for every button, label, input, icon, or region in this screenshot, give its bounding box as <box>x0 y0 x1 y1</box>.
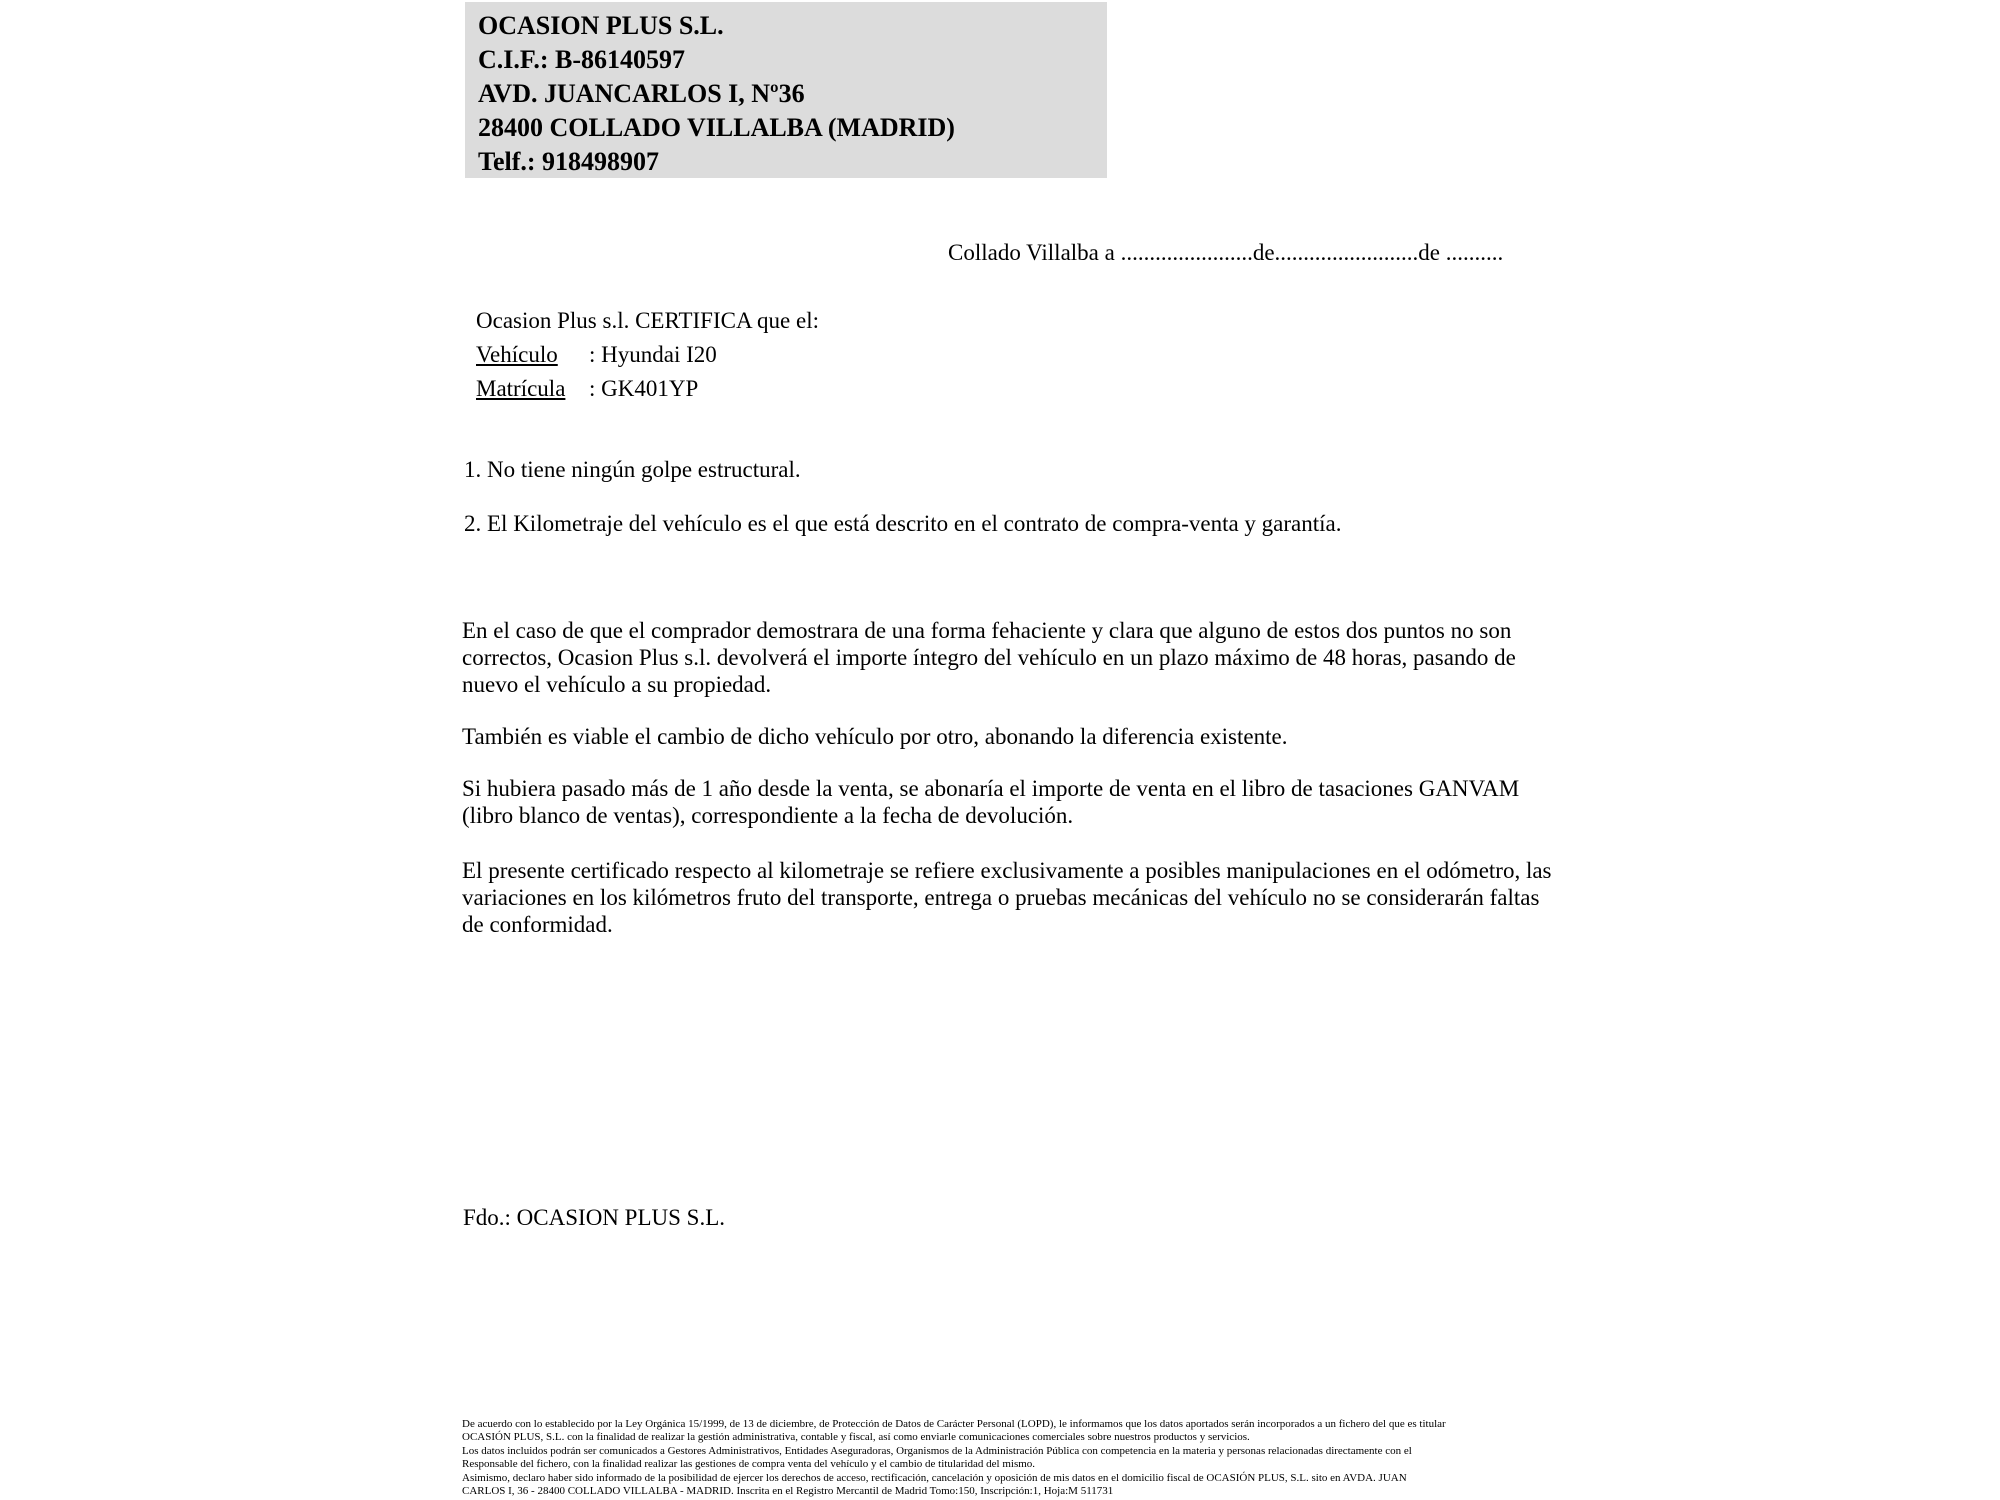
plate-row <box>476 372 819 406</box>
company-header-box <box>465 2 1107 178</box>
legal-line: Responsable del fichero, con la finalidad realizar las gestiones de compra venta del vehículo y el cambio de titularidad del mismo. <box>462 1458 1036 1471</box>
body-paragraph-refund: En el caso de que el comprador demostrara de una forma fehaciente y clara que alguno de estos dos puntos no son correctos, Ocasion Plus s.l. devolverá el importe íntegro del vehículo en un plazo máximo de 48 horas, pasando de nuevo el vehículo a su propiedad. <box>462 618 1516 697</box>
legal-notice <box>462 1418 1446 1498</box>
certificate-block <box>476 304 819 406</box>
point-item-2: 2. El Kilometraje del vehículo es el que está descrito en el contrato de compra-venta y garantía. <box>464 511 1342 536</box>
date-line: Collado Villalba a .......................de.........................de .......... <box>948 240 1504 265</box>
company-address: AVD. JUANCARLOS I, Nº36 <box>478 79 805 108</box>
vehicle-row <box>476 338 819 372</box>
company-name: OCASION PLUS S.L. <box>478 11 724 40</box>
points-list <box>464 456 1664 537</box>
body-paragraph-odometer: El presente certificado respecto al kilometraje se refiere exclusivamente a posibles manipulaciones en el odómetro, las variaciones en los kilómetros fruto del transporte, entrega o pruebas mecánicas del vehículo no se considerarán faltas de conformidad. <box>462 858 1552 937</box>
company-cif: C.I.F.: B-86140597 <box>478 45 686 74</box>
certificate-intro: Ocasion Plus s.l. CERTIFICA que el: <box>476 308 819 333</box>
company-phone: Telf.: 918498907 <box>478 147 660 176</box>
legal-line: OCASIÓN PLUS, S.L. con la finalidad de realizar la gestión administrativa, contable y fiscal, así como enviarle comunicaciones comerciales sobre nuestros productos y servicios. <box>462 1431 1250 1444</box>
body-paragraph-ganvam: Si hubiera pasado más de 1 año desde la venta, se abonaría el importe de venta en el libro de tasaciones GANVAM (libro blanco de ventas), correspondiente a la fecha de devolución. <box>462 776 1520 828</box>
legal-line: Los datos incluidos podrán ser comunicados a Gestores Administrativos, Entidades Aseguradoras, Organismos de la Administración Pública con competencia en la materia y personas relacionadas directamente con el <box>462 1444 1412 1457</box>
point-item-1: 1. No tiene ningún golpe estructural. <box>464 457 801 482</box>
plate-label: Matrícula <box>476 376 566 401</box>
vehicle-label: Vehículo <box>476 342 558 367</box>
vehicle-value: : Hyundai I20 <box>589 342 717 367</box>
legal-line: Asimismo, declaro haber sido informado de la posibilidad de ejercer los derechos de acceso, rectificación, cancelación y oposición de mis datos en el domicilio fiscal de OCASIÓN PLUS, S.L. sito en AVDA. JUAN <box>462 1471 1407 1484</box>
signature-line: Fdo.: OCASION PLUS S.L. <box>463 1205 725 1230</box>
plate-value: : GK401YP <box>589 376 699 401</box>
legal-line: CARLOS I, 36 - 28400 COLLADO VILLALBA - MADRID. Inscrita en el Registro Mercantil de Madrid Tomo:150, Inscripción:1, Hoja:M 511731 <box>462 1485 1114 1498</box>
company-city: 28400 COLLADO VILLALBA (MADRID) <box>478 113 955 142</box>
body-paragraph-exchange: También es viable el cambio de dicho vehículo por otro, abonando la diferencia existente. <box>462 724 1288 749</box>
legal-line: De acuerdo con lo establecido por la Ley Orgánica 15/1999, de 13 de diciembre, de Protección de Datos de Carácter Personal (LOPD), le informamos que los datos aportados serán incorporados a un fichero del que es titular <box>462 1418 1446 1430</box>
